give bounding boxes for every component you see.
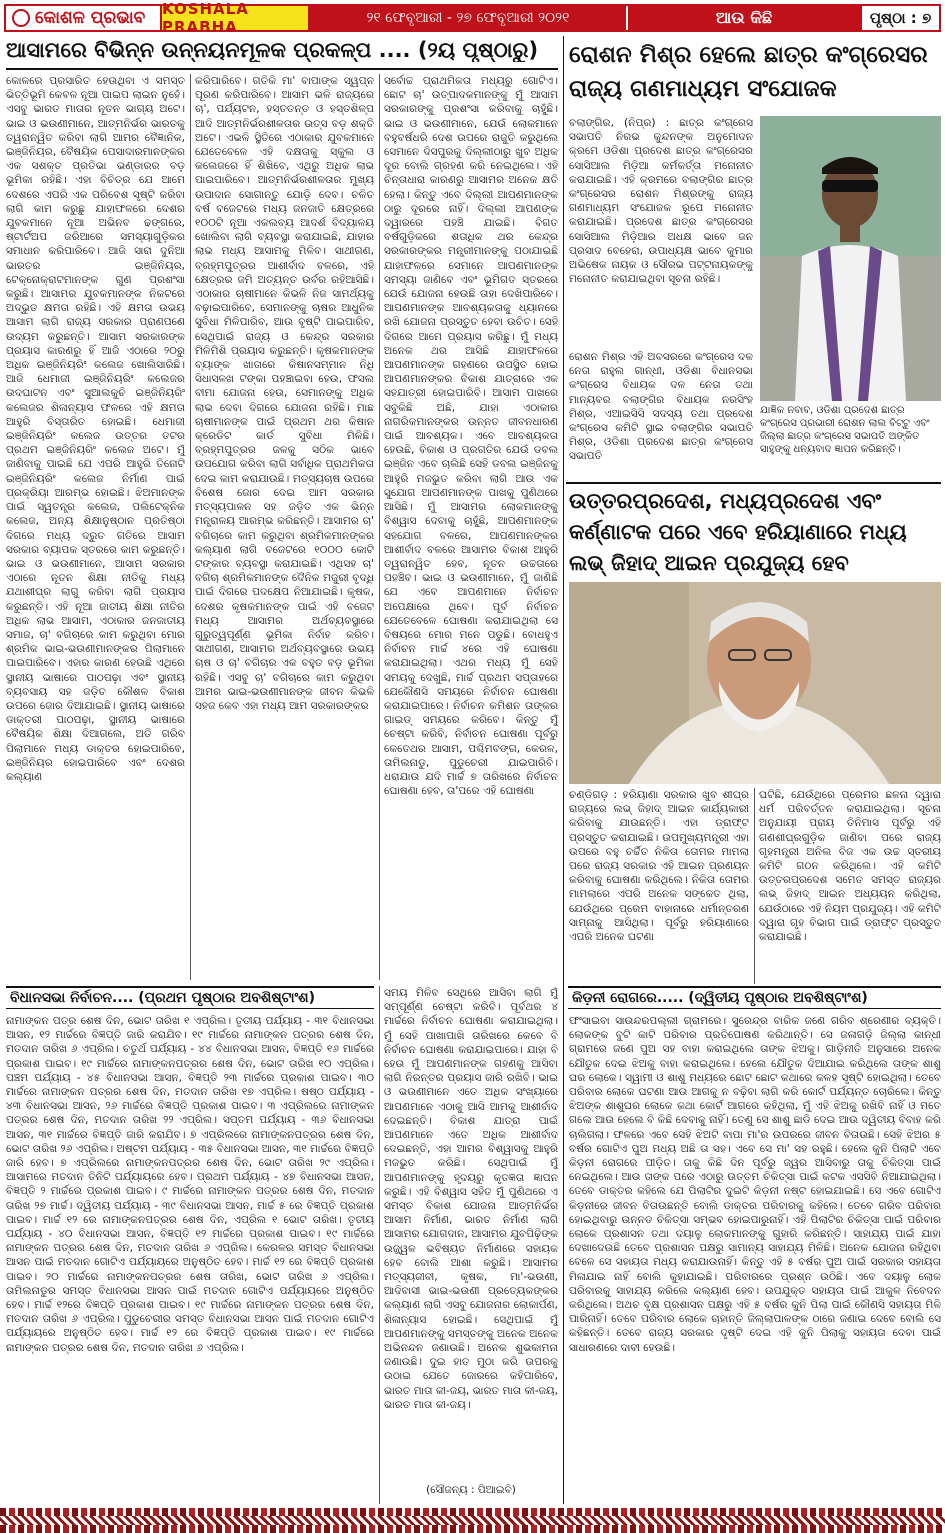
masthead <box>4 0 941 36</box>
column-divider <box>754 788 755 984</box>
kidney-headline: କିଡ଼ନୀ ରୋଗରେ..... (ଦ୍ୱିତୀୟ ପୃଷ୍ଠାର ଅବଶିଷ୍ଟାଂଶ) <box>568 986 941 1009</box>
assam-headline: ଆସାମରେ ବିଭିନ୍ନ ଉନ୍ନୟନମୂଳକ ପ୍ରକଳ୍ପ .... (୨ୟ ପୃଷ୍ଠାରୁ) <box>6 38 539 62</box>
column-divider <box>190 74 191 980</box>
footer-ornament <box>0 1508 945 1533</box>
section-title: ଆଉ କିଛି <box>628 6 860 30</box>
roshan-body-a: ବଲାଙ୍ଗିର, (ନିପ୍ର) : ଛାତ୍ର କଂଗ୍ରେସ ସଭାପତି ନିରଭ କୁନ୍ଦନଙ୍କ ଅନୁମୋଦନ କ୍ରମେ ଓଡିଶା ପ୍ରଦେଶ ଛାତ୍ର କଂଗ୍ରେସର ସୋସିଆଲ ମିଡ଼ିଆ କର୍ମକର୍ତ୍ତା ମନୋନୀତ କରାଯାଇଛି। ଏହି କ୍ରମରେ ବଲାଙ୍ଗିର ଛାତ୍ର କଂଗ୍ରେସର ରୋଶନ ମିଶ୍ରଙ୍କୁ ରାଜ୍ୟ ଗଣମାଧ୍ୟମ ସଂଯୋଜକ ରୂପେ ମନୋନୀତ କରାଯାଇଛି। ପ୍ରଦେଶ ଛାତ୍ର କଂଗ୍ରେସର ସୋସିଆଲ ମିଡ଼ିଆର ଅଧକ୍ଷ ଭାବେ ଜନ ପ୍ରସାଦ ବେହେରା, ଉପାଧ୍ୟକ୍ଷ ଭାବେ କୁମାର ଅଭିଷେକ ନାୟକ ଓ ସୌରଭ ପଟ୍ଟନାୟକଙ୍କୁ ମନୋନୀତ କରାଯାଇଥିବା ସୂଚନା ରହିଛି। <box>569 117 753 286</box>
newspaper-logo <box>6 6 162 30</box>
column-divider <box>379 74 380 980</box>
elections-headline: ବିଧାନସଭା ନିର୍ବାଚନ.... (ପ୍ରଥମ ପୃଷ୍ଠାର ଅବଶିଷ୍ଟାଂଶ) <box>6 986 374 1009</box>
roshan-photo <box>760 116 941 401</box>
minister-photo <box>569 582 941 784</box>
elections-body: ନାମାଙ୍କନ ପତ୍ର ଶେଷ ଦିନ, ଭୋଟ ତାରିଖ ୧ ଏପ୍ରିଲ। ତୃତୀୟ ପର୍ଯ୍ୟାୟ - ୩୧ ବିଧାନସଭା ଆସନ, ୧୨ ମାର୍ଚ୍ଚରେ ବିଜ୍ଞପ୍ତି ଜାରି କରାଯିବ। ୧୯ ମାର୍ଚ୍ଚରେ ନାମାଙ୍କନ ପତ୍ରର ଶେଷ ଦିନ, ମତଦାନ ତାରିଖ ୬ ଏପ୍ରିଲ। ଚତୁର୍ଥ ପର୍ଯ୍ୟାୟ - ୪୪ ବିଧାନସଭା ଆସନ, ବିଜ୍ଞପ୍ତି ୧୬ ମାର୍ଚ୍ଚରେ ପ୍ରକାଶ ପାଇବ। ୧୯ ମାର୍ଚ୍ଚରେ ନାମାଙ୍କନପତ୍ରର ଶେଷ ଦିନ, ଭୋଟ ତାରିଖ ୧୦ ଏପ୍ରିଲ। ପଞ୍ଚମ ପର୍ଯ୍ୟାୟ - ୪୫ ବିଧାନସଭା ଆସନ, ବିଜ୍ଞପ୍ତି ୨୩ ମାର୍ଚ୍ଚରେ ପ୍ରକାଶ ପାଇବ। ୩୦ ମାର୍ଚ୍ଚରେ ନାମାଙ୍କନ ପତ୍ରର ଶେଷ ଦିନ, ମତଦାନ ତାରିଖ ୧୭ ଏପ୍ରିଲ। ଷଷ୍ଠ ପର୍ଯ୍ୟାୟ - ୪୩ ବିଧାନସଭା ଆସନ, ୨୬ ମାର୍ଚ୍ଚରେ ବିଜ୍ଞପ୍ତି ପ୍ରକାଶ ପାଇବ। ୩ ଏପ୍ରିଲରେ ନାମାଙ୍କନ ପତ୍ରର ଶେଷ ଦିନ, ମତଦାନ ତାରିଖ ୨୨ ଏପ୍ରିଲ। ସପ୍ତମ ପର୍ଯ୍ୟାୟ - ୩୬ ବିଧାନସଭା ଆସନ, ୩୧ ମାର୍ଚ୍ଚରେ ବିଜ୍ଞପ୍ତି ଜାରି କରାଯିବ। ୭ ଏପ୍ରିଲରେ ନାମାଙ୍କନପତ୍ରର ଶେଷ ଦିନ, ଭୋଟ ତାରିଖ ୨୬ ଏପ୍ରିଲ। ଅଷ୍ଟମ ପର୍ଯ୍ୟାୟ - ୩୫ ବିଧାନସଭା ଆସନ, ୩୧ ମାର୍ଚ୍ଚରେ ବିଜ୍ଞପ୍ତି ଜାରି ହେବ। ୭ ଏପ୍ରିଲରେ ନାମାଙ୍କନପତ୍ରର ଶେଷ ଦିନ, ଭୋଟ ତାରିଖ ୨୯ ଏପ୍ରିଲ। ଆସାମରେ ମତଦାନ ତିନିଟି ପର୍ଯ୍ୟାୟରେ ହେବ। ପ୍ରଥମ ପର୍ଯ୍ୟାୟ - ୪୭ ବିଧାନସଭା ଆସନ, ବିଜ୍ଞପ୍ତି ୨ ମାର୍ଚ୍ଚରେ ପ୍ରକାଶ ପାଇବ। ୯ ମାର୍ଚ୍ଚରେ ନାମାଙ୍କନ ପତ୍ରର ଶେଷ ଦିନ, ମତଦାନ ତାରିଖ ୨୭ ମାର୍ଚ୍ଚ। ଦ୍ୱିତୀୟ ପର୍ଯ୍ୟାୟ - ୩୯ ବିଧାନସଭା ଆସନ, ମାର୍ଚ୍ଚ ୫ ରେ ବିଜ୍ଞପ୍ତି ପ୍ରକାଶ ପାଇବ। ମାର୍ଚ୍ଚ ୧୨ ରେ ନାମାଙ୍କନପତ୍ରର ଶେଷ ଦିନ, ଏପ୍ରିଲ ୧ ଭୋଟ ତାରିଖ। ତୃତୀୟ ପର୍ଯ୍ୟାୟ - ୪୦ ବିଧାନସଭା ଆସନ, ବିଜ୍ଞପ୍ତି ୧୨ ମାର୍ଚ୍ଚରେ ପ୍ରକାଶ ପାଇବ। ୧୯ ମାର୍ଚ୍ଚରେ ନାମାଙ୍କନ ପତ୍ରର ଶେଷ ଦିନ, ମତଦାନ ତାରିଖ ୬ ଏପ୍ରିଲ। କେରଳର ସମସ୍ତ ବିଧାନସଭା ଆସନ ପାଇଁ ମତଦାନ ଗୋଟିଏ ପର୍ଯ୍ୟାୟରେ ଅନୁଷ୍ଠିତ ହେବ। ମାର୍ଚ୍ଚ ୧୨ ରେ ବିଜ୍ଞପ୍ତି ପ୍ରକାଶ ପାଇବ। ୨୦ ମାର୍ଚ୍ଚରେ ନାମାଙ୍କନପତ୍ରର ଶେଷ ତାରିଖ, ଭୋଟ ତାରିଖ ୬ ଏପ୍ରିଲ। ତାମିଲନାଡୁର ସମସ୍ତ ବିଧାନସଭା ଆସନ ପାଇଁ ମତଦାନ ଗୋଟିଏ ପର୍ଯ୍ୟାୟରେ ଅନୁଷ୍ଠିତ ହେବ। ମାର୍ଚ୍ଚ ୧୨ରେ ବିଜ୍ଞପ୍ତି ପ୍ରକାଶ ପାଇବ। ୧୯ ମାର୍ଚ୍ଚରେ ନାମାଙ୍କନ ପତ୍ରର ଶେଷ ଦିନ, ମତଦାନ ତାରିଖ ୬ ଏପ୍ରିଲ। ପୁଡୁଚେରୀର ସମସ୍ତ ବିଧାନସଭା ଆସନ ପାଇଁ ମତଦାନ ଗୋଟିଏ ପର୍ଯ୍ୟାୟରେ ଅନୁଷ୍ଠିତ ହେବ। ମାର୍ଚ୍ଚ ୧୨ ରେ ବିଜ୍ଞପ୍ତି ପ୍ରକାଶ ପାଇବ। ୧୯ ମାର୍ଚ୍ଚରେ ନାମାଙ୍କନ ପତ୍ରର ଶେଷ ଦିନ, ମତଦାନ ତାରିଖ ୬ ଏପ୍ରିଲ। <box>6 1015 374 1354</box>
roshan-body-b: ରୋଶନ ମିଶ୍ର ଏହି ଅବସରରେ କଂଗ୍ରେସ ଦଳ ନେତା ରାହୁଲ ଗାନ୍ଧୀ, ଓଡିଶା ବିଧାନସଭା କଂଗ୍ରେସ ବିଧାୟକ ଦଳ ନେତା ତଥା ମାନ୍ୟବର ବଲାଙ୍ଗିର ବିଧାୟକ ନରସିଂହ ମିଶ୍ର, ଏଆଇସିସି ସଦସ୍ୟ ତଥା ପ୍ରଦେଶ କଂଗ୍ରେସ କମିଟି ସ୍ଥାଇ ବଲାଙ୍ଗିର ସଭାପତି ମିଶ୍ର, ଓଡିଶା ପ୍ରଦେଶ ଛାତ୍ର କଂଗ୍ରେସ ସଭାପତି <box>569 351 753 463</box>
assam-headline-rule <box>6 68 558 70</box>
roshan-headline: ରୋଶନ ମିଶ୍ର ହେଲେ ଛାତ୍ର କଂଗ୍ରେସର ରାଜ୍ୟ ଗଣମାଧ୍ୟମ ସଂଯୋଜକ <box>569 42 928 102</box>
section-divider <box>563 36 564 1504</box>
assam-column-1: କୋଳରେ ପ୍ରସାରିତ ହେଉଥିବା ଏ ସମସ୍ତ ଭିତ୍ତିଭୂମି କେବଳ ନୂଆ ପାଇପ ଲାଇନ ନୁହେଁ। ଏସବୁ ଭାରତ ମାତାର ନୂତନ ଭାଗ୍ୟ ଅଟେ। ଭାଇ ଓ ଭଉଣୀମାନେ, ଆତ୍ମନିର୍ଭର ଭାରତକୁ ତ୍ୱରାନ୍ୱିତ କରିବା ଲାଗି ଆମର ବୈଜ୍ଞାନିକ, ଇଞ୍ଜିନିୟର, ବୈଷୟିକ ପେସାଦାରମାନଙ୍କର ଏକ ସଶକ୍ତ ପ୍ରତିଭା ଭଣ୍ଡାରର ବଡ଼ ଭୂମିକା ରହିଛି। ଏହା ବିଚିତ୍ର ଯେ ଆମେ ଦେଶରେ ଏପରି ଏକ ପରିବେଶ ସୃଷ୍ଟି କରିବା ଲାଗି କାମ କରୁଛୁ ଯାହାଫଳରେ ଦେଶର ଯୁବକମାନେ ନୂଆ ଅଭିନବ ଢଙ୍ଗରେ, ଷ୍ଟାର୍ଟଅପ ଜରିଆରେ ସମସ୍ୟାଗୁଡ଼ିକର ସମାଧାନ କରିପାରିବେ। ଆଜି ସାରା ଦୁନିଆ ଭାରତର ଇଞ୍ଜିନିୟର, ଟେକ୍ନୋକ୍ରାଟମାନଙ୍କ ଗୁଣ ପ୍ରଶଂସା କରୁଛି। ଆସାମର ଯୁବକମାନଙ୍କ ନିକଟରେ ଅଦ୍ଭୁତ କ୍ଷମତା ରହିଛି। ଏହି କ୍ଷମତା ଉଭୟ ଆସାମ ଲାଗି ରାଜ୍ୟ ସରକାର ପ୍ରାଣପଣେ ଉଦ୍ୟମ କରୁଛନ୍ତି। ଆସାମ ସରକାରଙ୍କ ପ୍ରୟାସ କାରଣରୁ ହିଁ ଆଜି ଏଠାରେ ୨୦ରୁ ଅଧିକ ଇଞ୍ଜିନିୟରିଂ କଲେଜ ଖୋଲିସାରିଛି। ଆଜି ଧେମାଜୀ ଇଞ୍ଜିନିୟରିଂ କଲେଜର ଉଦଘାଟନ ଏବଂ ସୁଆଲକୁଚି ଇଞ୍ଜିନିୟରିଂ କଲେଜର ଶିଳାନ୍ୟାସ ଫଳରେ ଏହି କ୍ଷମତା ଆହୁରି ବିସ୍ତାରିତ ହୋଇଛି। ଧେମାଜୀ ଇଞ୍ଜିନିୟରିଂ କଲେଜ ଉତ୍ତର ତଟର ପ୍ରଥମ ଇଞ୍ଜିନିୟରିଂ କଲେଜ ଅଟେ। ମୁଁ ଜାଣିବାକୁ ପାଇଛି ଯେ ଏପରି ଆହୁରି ତିନୋଟି ଇଞ୍ଜିନିୟରିଂ କଲେଜ ନିର୍ମାଣ ପାଇଁ ପ୍ରକ୍ରିୟା ଆରମ୍ଭ ହୋଇଛି। ଝିଅମାନଙ୍କ ପାଇଁ ସ୍ୱତନ୍ତ୍ର କଲେଜ, ପଲିଟେକ୍ନିକ କଲେଜ, ଅନ୍ୟ ଶିକ୍ଷାନୁଷ୍ଠାନ ପ୍ରତିଷ୍ଠା ଦିଗରେ ମଧ୍ୟ ଦ୍ରୁତ ଗତିରେ ଆସାମ ସରକାର ବ୍ୟାପକ ସ୍ତରରେ କାମ କରୁଛନ୍ତି। ଭାଇ ଓ ଭଉଣୀମାନେ, ଆସାମ ସରକାର ଏଠାରେ ନୂତନ ଶିକ୍ଷା ନୀତିକୁ ମଧ୍ୟ ଯଥାଶୀଘ୍ର ଲାଗୁ କରିବା ଲାଗି ପ୍ରୟାସ କରୁଛନ୍ତି। ଏହି ନୂଆ ଜାତୀୟ ଶିକ୍ଷା ନୀତିର ଅଧିକ ଲାଭ ଆସାମ, ଏଠାକାର ଜନଜାତୀୟ ସମାଜ, ଚା' ବଗିଚାରେ କାମ କରୁଥିବା ମୋର ଶ୍ରମିକ ଭାଇ-ଭଉଣୀମାନଙ୍କର ପିଲାମାନେ ପାଇପାରିବେ। ଏହାର କାରଣ ହେଉଛି ଏଥିରେ ସ୍ଥାନୀୟ ଭାଷାରେ ପାଠପଢ଼ା ଏବଂ ସ୍ଥାନୀୟ ବ୍ୟବସାୟ ସହ ଜଡ଼ିତ କୌଶଳ ବିକାଶ ଉପରେ ଜୋର ଦିଆଯାଇଛି। ସ୍ଥାନୀୟ ଭାଷାରେ ଡାକ୍ତରୀ ପାଠପଢ଼ା, ସ୍ଥାନୀୟ ଭାଷାରେ ବୈଷୟିକ ଶିକ୍ଷା ଦିଆଗଲେ, ଅତି ଗରିବ ପିଲାମାନେ ମଧ୍ୟ ଡାକ୍ତର ହୋଇପାରିବେ, ଇଞ୍ଜିନିୟର ହୋଇପାରିବେ ଏବଂ ଦେଶର କଲ୍ୟାଣ <box>6 75 185 783</box>
column-divider <box>379 986 380 1504</box>
section-rule <box>566 482 941 484</box>
logo-seal-icon <box>12 9 30 27</box>
page-number: ପୃଷ୍ଠା : ୭ <box>860 6 939 30</box>
assam-column-3: ସର୍ବୋଚ୍ଚ ପ୍ରାଥମିକତା ମଧ୍ୟରୁ ଗୋଟିଏ। ଛୋଟ ଚା' ଉତ୍ପାଦକମାନଙ୍କୁ ମୁଁ ଆସାମ ସରକାରଙ୍କୁ ପ୍ରଶଂସା କରିବାକୁ ଚାହୁଁଛି। ଭାଇ ଓ ଭଉଣୀମାନେ, ଯେଉଁ ଲୋକମାନେ ବହୁବର୍ଷଧରି ଦେଶ ଉପରେ ରାଜୁତି କରୁଥିଲେ ସେମାନେ ଦିସପୁରକୁ ଦିଲ୍ଲୀଠାରୁ ଖୁବ ଅଧିକ ଦୂର ବୋଲି ଗ୍ରହଣ କରି ନେଇଥିଲେ। ଏହି ଚିନ୍ତାଧାରା କାରଣରୁ ଆସାମର ଅନେକ କ୍ଷତି ହେଲା। କିନ୍ତୁ ଏବେ ଦିଲ୍ଲୀ ଆପଣମାନଙ୍କ ଠାରୁ ଦୂରରେ ନାହିଁ। ଦିଲ୍ଲୀ ଆପଣଙ୍କ ଦ୍ୱାରରେ ପହଞ୍ଚି ଯାଇଛି। ବିଗତ ବର୍ଷଗୁଡ଼ିକରେ ଶତାଧିକ ଥର କେନ୍ଦ୍ର ସରକାରଙ୍କର ମନ୍ତ୍ରୀମାନଙ୍କୁ ପଠାଯାଇଛି ଯାହାଫଳରେ ସେମାନେ ଆପଣମାନଙ୍କ ସମସ୍ୟା ଜାଣିବେ ଏବଂ ଭୂମିଗତ ସ୍ତରରେ ଯେଉଁ ଯୋଜନା ହେଉଛି ତାହା ଦେଖିପାରିବେ। ଆପଣମାନଙ୍କ ଆବଶ୍ୟକତାକୁ ଧ୍ୟାନରେ ରଖି ଯୋଜନା ପ୍ରସ୍ତୁତ ହେବା ଉଚିତ। ସେହି ଦିଗରେ ଆମେ ପ୍ରୟାସ କରିଛୁ। ମୁଁ ମଧ୍ୟ ଅନେକ ଥର ଆସିଛି ଯାହାଫଳରେ ଆପଣମାନଙ୍କ ଗହଣରେ ଉପସ୍ଥିତ ହୋଇ ଆପଣମାନଙ୍କର ବିକାଶ ଯାତ୍ରାରେ ଏକ ସହଯାତ୍ରୀ ହୋଇପାରିବି। ଆସାମ ପାଖରେ ସବୁକିଛି ଅଛି, ଯାହା ଏଠାକାର ନାଗରିକମାନଙ୍କର ଉନ୍ନତ ଜୀବନଧାରଣ ପାଇଁ ଆବଶ୍ୟକ। ଏବେ ଆବଶ୍ୟକତା ହେଉଛି, ବିକାଶ ଓ ପ୍ରଗତିର ଯେଉଁ ଡବଲ ଇଞ୍ଜିନ ଏବେ ଚାଲିଛି ସେହି ଡବଲ ଇଞ୍ଜିନକୁ ଆହୁରି ମଜଭୁତ କରିବା ଲାଗି ଆଉ ଏକ ସୁଯୋଗ ଆପଣମାନଙ୍କ ପାଖକୁ ପୁଣିଥରେ ଆସିଛି। ମୁଁ ଆସାମର ଲୋକମାନଙ୍କୁ ବିଶ୍ୱାସ ଦେବାକୁ ଚାହୁଁଛି, ଆପଣମାନଙ୍କ ସହଯୋଗ ବଳରେ, ଆପଣମାନଙ୍କର ଆଶୀର୍ବାଦ ବଳରେ ଆସାମର ବିକାଶ ଆହୁରି ତ୍ୱରାନ୍ୱିତ ହେବ, ନୂତନ ଉଚ୍ଚତାରେ ପହଞ୍ଚିବ। ଭାଇ ଓ ଭଉଣୀମାନେ, ମୁଁ ଜାଣିଛି ଯେ ଏବେ ଆପଣମାନେ ନିର୍ବାଚନ ଅପେକ୍ଷାରେ ଥିବେ। ପୂର୍ବ ନିର୍ବାଚନ ଯେତେବେଳେ ଘୋଷଣା କରାଯାଇଥିଲା ସେ ବିଷୟରେ ମୋର ମନେ ପଡୁଛି। ବୋଧହୁଏ ନିର୍ବାଚନ ମାର୍ଚ୍ଚ ୪ରେ ଏହି ଘୋଷଣା କରାଯାଇଥିଲା। ଏଥର ମଧ୍ୟ ମୁଁ ସେହି ସମୟକୁ ଦେଖୁଛି, ମାର୍ଚ୍ଚ ପ୍ରଥମ ସପ୍ତାହରେ ଯେକୌଣସି ସମୟରେ ନିର୍ବାଚନ ଘୋଷଣା କରାଯାଇପାରେ। ନିର୍ବାଚନ କମିଶନ ତାଙ୍କର ଗାଇଡ୍ ସମୟରେ କରିବେ। କିନ୍ତୁ ମୁଁ ଚେଷ୍ଟା କରିବି, ନିର୍ବାଚନ ଘୋଷଣା ପୂର୍ବରୁ କେତେଥର ଆସାମ, ପଶ୍ଚିମବଙ୍ଗ, କେରଳ, ତାମିଲନାଡୁ, ପୁଡୁଚେରୀ ଯାଇପାରିବି। ଧରାଯାଉ ଯଦି ମାର୍ଚ୍ଚ ୭ ତାରିଖରେ ନିର୍ବାଚନ ଘୋଷଣା ହେବ, ତା'ପରେ ଏହି ଘୋଷଣା <box>384 75 558 798</box>
issue-dates: ୨୧ ଫେବୃଆରୀ - ୨୭ ଫେବୃଆରୀ ୨୦୨୧ <box>310 6 628 30</box>
portrait-figure <box>760 116 941 401</box>
assam-column-2: କରିପାରିବେ। ଗତିକି ମା' ବାପାଙ୍କ ସ୍ୱପ୍ନ ପୂରଣ କରିପାରିବେ। ଆସାମ ଭଳି ରାଜ୍ୟରେ ଚା', ପର୍ଯ୍ୟଟନ, ହସ୍ତତନ୍ତ ଓ ହସ୍ତଶିଳ୍ପ ଆଦି ଆତ୍ମନିର୍ଭରଶୀଳତାର ଉତ୍ସ ବଡ଼ ଶକ୍ତି ଅଟେ। ଏଭଳି ସ୍ଥିତିରେ ଏଠାକାର ଯୁବକମାନେ ଯେତେବେଳେ ଏହି ଦକ୍ଷତାକୁ ସ୍କୁଲ ଓ କଲେଜରେ ହିଁ ଶିଖିବେ, ଏଥିରୁ ଅଧିକ ଲାଭ ପାଇପାରିବେ। ଆତ୍ମନିର୍ଭରଶୀଳତାର ମୁଖ୍ୟ ଉପାଦାନ ସୋଗାନ୍ତୁ ଯୋଡ଼ି ଦେବ। ଚଳିତ ବର୍ଷ ବଜେଟରେ ମଧ୍ୟ ଜନଜାତି କ୍ଷେତ୍ରରେ ୧୦୦ଟି ନୂଆ ଏକଲବ୍ୟ ଆଦର୍ଶ ବିଦ୍ୟାଳୟ ଖୋଲିବା ଲାଗି ବ୍ୟବସ୍ଥା କରାଯାଇଛି, ଯାହାର ଲାଭ ମଧ୍ୟ ଆସାମକୁ ମିଳିବ। ସାଥୀଗଣ, ବ୍ରହ୍ମପୁତ୍ରର ଆଶୀର୍ବାଦ ବଳରେ, ଏହି କ୍ଷେତ୍ରର ଜମି ଅତ୍ୟନ୍ତ ଉର୍ବର ରହିଆସିଛି। ଏଠାକାର ଚାଷୀମାନେ କିଭଳି ନିଜ ସାମର୍ଥ୍ୟକୁ ବଢ଼ାଇପାରିବେ, ସେମାନଙ୍କୁ ଚାଷର ଆଧୁନିକ ସୁବିଧା ମିଳିପାରିବ, ଆଉ ବୃଷ୍ଟି ପାଇପାରିବ, ସେଥିପାଇଁ ରାଜ୍ୟ ଓ କେନ୍ଦ୍ର ସରକାର ମିଳିମିଶି ପ୍ରୟାସ କରୁଛନ୍ତି। କୃଷକମାନଙ୍କ ବ୍ୟାଙ୍କ ଖାତାରେ କିଷାନସମ୍ମାନ ନିଧି ସିଧାସଳଖ ଟଙ୍କା ପହଞ୍ଚାଇବା ହେଉ, ଫସଲ ବୀମା ଯୋଜନା ହେଉ, ସେମାନଙ୍କୁ ଅଧିକ ଲାଭ ଦେବା ଦିଗରେ ଯୋଜନା ରହିଛି। ମାଛ ଚାଷୀମାନଙ୍କ ପାଇଁ ପ୍ରଥମ ଥର କିଷାନ କ୍ରେଡିଟ କାର୍ଡ ସୁବିଧା ମିଳିଛି। ବ୍ରହ୍ମପୁତ୍ରର ଜଳକୁ ସଠିକ ଭାବେ ଉପଯୋଗ କରିବା ଲାଗି ସର୍ବାଧିକ ପ୍ରାଥମିକତା ଦେଇ କାମ କରାଯାଉଛି। ମତ୍ସ୍ୟଚାଷ ଉପରେ ବିଶେଷ ଜୋର ଦେଇ ଆମ ସରକାର ମତ୍ସ୍ୟପାଳନ ସହ ଜଡ଼ିତ ଏକ ଭିନ୍ନ ମନ୍ତ୍ରାଳୟ ଆରମ୍ଭ କରିଛନ୍ତି। ଆସାମର ଚା' ବଗିଚାରେ କାମ କରୁଥିବା ଶ୍ରମିକମାନଙ୍କର କଲ୍ୟାଣ ଲାଗି ବଜେଟରେ ୧୦୦୦ କୋଟି ଟଙ୍କାର ବ୍ୟବସ୍ଥା କରାଯାଇଛି। ଏଥିସହ ଚା' ବଗିଚା ଶ୍ରମିକମାନଙ୍କ ଦୈନିକ ମଜୁରୀ ବୃଦ୍ଧି ପାଇଁ ଦିଗରେ ପଦକ୍ଷେପ ନିଆଯାଇଛି। କୃଷକ, ଦେଶର କୃଷକମାନଙ୍କ ପାଇଁ ଏହି ବଜେଟ ମଧ୍ୟ ଆସାମର ଅର୍ଥବ୍ୟବସ୍ଥାରେ ଗୁରୁତ୍ୱପୂର୍ଣ୍ଣ ଭୂମିକା ନିର୍ବାହ କରିବ। ସାଥୀଗଣ, ଆସାମର ଅର୍ଥବ୍ୟବସ୍ଥାରେ ଉଭୟ ଚାଷ ଓ ଚା' ବଗିଚାର ଏକ ବହୁତ ବଡ଼ ଭୂମିକା ରହିଛି। ଏସବୁ ଚା' ବଗିଚାରେ କାମ କରୁଥିବା ଆମର ଭାଇ-ଭଉଣୀମାନଙ୍କ ଜୀବନ କିଭଳି ସହଜ କେବ ଏହା ମଧ୍ୟ ଆମ ସରକାରଙ୍କର <box>195 75 374 712</box>
assam-credit: (ସୌଜନ୍ୟ : ପିଆଇବି) <box>426 1484 516 1496</box>
jihad-column-2: ଘଟିଛି, ଯେଉଁଥିରେ ପ୍ରେମର ଛଳନା ଦ୍ୱାରା ଧର୍ମ ପରିବର୍ତ୍ତନ କରାଯାଇଥିଲା। ସୂଚନା ଅନୁଯାୟୀ ପ୍ରାୟ ତିନିମାସ ପୂର୍ବରୁ ଏହି ଗଣଶୀଘ୍ରଗୁଡ଼ିକ ଜାଣିବା ପରେ ରାଜ୍ୟ ଗୃହମନ୍ତ୍ରୀ ଅନିଲ ବିଜ ଏକ ଉଚ୍ଚ ସ୍ତରୀୟ କମିଟି ଗଠନ କରିଥିଲେ। ଏହି କମିଟି ଉତ୍ତରପ୍ରଦେଶ ସମେତ ସମସ୍ତ ରାଜ୍ୟର ଲଭ୍ ଜିହାଦ୍ ଆଇନ ଅଧ୍ୟୟନ କରିଥିଲା, ଯେଉଁଠାରେ ଏହି ନିୟମ ପ୍ରଯୁଜ୍ୟ। ଏହି କମିଟି ଦ୍ୱାରା ଗୃହ ବିଭାଗ ପାଇଁ ଡ୍ରାଫ୍ଟ ପ୍ରସ୍ତୁତ କରାଯାଇଛି। <box>759 789 941 944</box>
kidney-body: ଫଂସାଇବା ସାଉନ୍ଦରପଲ୍ଲୀ ଗ୍ରାମରେ। ସୁରେନ୍ଦ୍ର ବାରିକ ଜଣେ ଗରିବ ଶ୍ରେଣୀର ବ୍ୟକ୍ତି। ଲୋକଙ୍କ ବୁଟି କାଟି ପରିବାର ପ୍ରତିପୋଷଣ କରିଥାନ୍ତି। ସେ ଜଳାଗଡ଼ି ଜିଲ୍ଲା କାନ୍ଧୀ ଗ୍ରାମରେ ଜଣେ ପୁଅ ସହ ବାହା କରାଇଥିଲେ ତାଙ୍କ ଝିଅକୁ। ଗାଡ଼ିନୀତି ଅନୁସାରେ ଅନେକ ଯୌତୁକ ଦେଇ ଝିଅକୁ ବାହା କରାଇଥିଲେ। ହେଲେ ଯୌତୁକ ଦିଆଯାଇ କରିଥିଲେ ତାଙ୍କ ଶାଶୁ ଘର ଲୋକେ। ସ୍ୱାମୀ ଓ ଶାଶୁ ମଧ୍ୟରେ ଛୋଟ ଛୋଟ କଥାରେ କଳହ ସୃଷ୍ଟି ହୋଇଥିଲା। ତେବେ ପରିବାର ଲୋକେ ଘଟଣା ଆଉ ଆଗକୁ ନ ବଢ଼ିବା ଲାଗି କରି କୋର୍ଟ ପର୍ଯ୍ୟନ୍ତ ଚୋରିଲେ। କିନ୍ତୁ ଝିଅଙ୍କ ଶାଶୁଘର ଲୋକେ କଥା କୋର୍ଟ ଆଗରେ କହିଥିଲା, ମୁଁ ଏହି ଝିଅକୁ ରଖିବି ନାହିଁ ଓ ମତେ ଗଲେ ଆଉ ହେଲେ ବି କିଛି ଦେବାକୁ ନାହିଁ। ତେଣୁ ସେ ଶାଶୁ ଛାଡି ଦେଇ ଆଉ ଦ୍ୱିତୀୟ ବିବାହ କରି ଚାଲିଗଲା। ଫଳରେ ଏବେ ସେହି ଝିଅଟି ବାପା ମା'ର ଉପରରେ ଜୀବନ ବିତାଉଛି। ସେହି ଝିଅର ୫ ବର୍ଷର ଗୋଟିଏ ପୁଅ ମଧ୍ୟ ଅଛି ତା ସହ। ଏବେ ସେ ମା' ସହ ରହୁଛି। ହେଲେ କୁନି ପିଲାଟି ଏବେ କିଡ଼ନୀ ରୋଗରେ ପୀଡ଼ିତ। ତାକୁ କିଛି ଦିନ ପୂର୍ବରୁ ଜ୍ୱର ଆସିବାରୁ ତାକୁ ଚିକିତ୍ସା ପାଇଁ ନେଇଥିଲେ। ଆଉ ତାଙ୍କ ପରେ ଏଠାରୁ ଉତ୍ତମ ଚିକିତ୍ସା ପାଇଁ କଟକ ଏସସିବି ନିଆଯାଇଥିଲା। ତେବେ ଡାକ୍ତର କହିଲେ ଯେ ପିଲାଟିର ଦୁଇଟି କିଡ଼ନୀ ନଷ୍ଟ ହୋଇଯାଇଛି। ସେ ଏବେ ଗୋଟିଏ କିଡ଼ନୀରେ ଜୀବନ ବିତାଉଛନ୍ତି ବୋଲି ଡାକ୍ତର ପରିବାରକୁ କହିଲେ। ତେବେ ଗରିବ ପରିବାର ହୋଇଥିବାରୁ ଉନ୍ନତ ଚିକିତ୍ସା ସମ୍ଭବ ହୋଇପାରୁନାହିଁ। ଏହି ପିଲାଟିର ଚିକିତ୍ସା ପାଇଁ ପରିବାର ଲୋକେ ପ୍ରଶାସନ ତଥା ଦୟାଳୁ ଲୋକମାନଙ୍କୁ ଗୁହାରି କରିଛନ୍ତି। ସାହାଯ୍ୟ ପାଇଁ ଯାହା ଦେଖାଦେଉଛି ତେବେ ପ୍ରଶାସନ ପକ୍ଷରୁ ସାମାନ୍ୟ ସାହାଯ୍ୟ ମିଳିଛି। ଅନେକ ଯୋଜନା ରହିଥିବା ବେଳେ ସେ ସହାୟତା ମଧ୍ୟ କରାଯାଉନାହିଁ। କିନ୍ତୁ ଏହି ୫ ବର୍ଷର ପୁଅ ପାଇଁ ସରକାର ସହାୟତା ମିଳାଯାଇ ନାହିଁ ବୋଲି କୁହାଯାଇଛି। ପରିବାରରେ ପ୍ରଶ୍ନ ଉଠିଛି। ଏବେ ଦୟାଳୁ ଲୋକ ପରିବାରକୁ ସାହାଯ୍ୟ କରିଲେ କଲ୍ୟାଣ ହେବ। ଉପଯୁକ୍ତ ସହାୟତା ପାଇଁ ଆକୁଳ ନିବେଦନ କରିଥିଲେ। ଅଥଚ ବୃକ୍ଷ ପ୍ରଶାସନ ପକ୍ଷରୁ ଏହି ୫ ବର୍ଷର କୁନି ପିଲା ପାଇଁ କୌଣସି ସହାୟତା ମିଳି ପାରିନାହିଁ। ତେବେ ପରିବାର ଲୋକେ ଚାହାନ୍ତି ଜିଲ୍ଲାପାଳଙ୍କ ଠାରେ ଜଣାଇ ଦେବେ ବୋଲି ସେ କହିଛନ୍ତି। ତେବେ ରାଜ୍ୟ ସରକାର ଦୃଷ୍ଟି ଦେଇ ଏହି କୁନି ପିଲାକୁ ସହାୟତା ଦେବା ପାଇଁ ସାଧାରଣରେ ଦାବୀ ହେଉଛି। <box>569 1015 941 1354</box>
assam-continuation: ସମୟ ମିଳିବ ସେଥିରେ ଆସିବା ଲାଗି ମୁଁ ସମ୍ପୂର୍ଣ୍ଣ ଚେଷ୍ଟା କରିବି। ପୂର୍ବଥର ୪ ମାର୍ଚ୍ଚରେ ନିର୍ବାଚନ ଘୋଷଣା କରାଯାଇଥିଲା। ମୁଁ ସେହି ପାଖାପାଖି ତାରିଖରେ କେବେ ବି ନିର୍ବାଚନ ଘୋଷଣା କରାଯାଇପାରେ। ଯାହା ବି ହେଉ ମୁଁ ଆପଣମାନଙ୍କ ଗହଣକୁ ଆସିବା ଲାଗି ନିରନ୍ତର ପ୍ରୟାସ ଜାରି ରଖିବି। ଭାଇ ଓ ଭଉଣୀମାନେ ଏତେ ଅଧିକ ସଂଖ୍ୟାରେ ଆପଣମାନେ ଏଠାକୁ ଆସି ଆମକୁ ଆଶୀର୍ବାଦ ଦେଇଛନ୍ତି। ବିକାଶ ଯାତ୍ରା ପାଇଁ ଆପଣମାନେ ଏତେ ଅଧିକ ଆଶୀର୍ବାଦ ଦେଇଛନ୍ତି, ଏହା ଆମର ବିଶ୍ୱାସକୁ ଆହୁରି ମଜଭୁତ କରିଛି। ସେଥିପାଇଁ ମୁଁ ଆପଣମାନଙ୍କୁ ହୃଦୟରୁ କୃତଜ୍ଞତା ଜ୍ଞାପନ କରୁଛି। ଏହି ବିଶ୍ୱାସ ସହିତ ମୁଁ ପୁଣିଥରେ ଏ ସମସ୍ତ ବିକାଶ ଯୋଜନା ଆତ୍ମନିର୍ଭର ଆସାମ ନିର୍ମାଣ, ଭାରତ ନିର୍ମାଣ ଲାଗି ଆସାମର ଯୋଗଦାନ, ଆସାମର ଯୁବପିଢ଼ିଙ୍କ ଉଜ୍ଜ୍ୱଳ ଭବିଷ୍ୟତ ନିର୍ମାଣରେ ସହାୟକ ହେବ ବୋଲି ଆଶା କରୁଛି। ଆସାମର ମତ୍ସ୍ୟଜୀବୀ, କୃଷକ, ମା'-ଭଉଣୀ, ଆଦିବାସୀ ଭାଇ-ଭଉଣୀ ପ୍ରତ୍ୟେକଙ୍କର କଲ୍ୟାଣ ଲାଗି ଏସବୁ ଯୋଜନାର ଲୋକାର୍ପଣ, ଶିଳାନ୍ୟାସ ହୋଇଛି। ସେଥିପାଇଁ ମୁଁ ଆପଣମାନଙ୍କୁ ସମସ୍ତଙ୍କୁ ଅନେକ ଅନେକ ଅଭିନନ୍ଦନ ଜଣାଉଛି। ଅନେକ ଶୁଭକାମନା ଜଣାଉଛି। ଦୁଇ ହାତ ମୁଠା କରି ଉପରକୁ ଉଠାଇ ଯେତେ ଜୋରରେ କହିପାରିବେ, ଭାରତ ମାତା କୀ-ଜୟ, ଭାରତ ମାତା କୀ-ଜୟ, ଭାରତ ମାତା କୀ-ଜୟ। <box>384 987 558 1411</box>
logo-text: କୋଶଳ ପ୍ରଭାବ <box>35 8 146 28</box>
newspaper-name: KOSHALA PRABHA <box>162 6 310 30</box>
roshan-photo-caption: ଯାଜ୍ଞିକ ନବାବ, ଓଡିଶା ପ୍ରଦେଶ ଛାତ୍ର କଂଗ୍ରେସ ପ୍ରଭାରୀ ରୋଶନ ଲାଲ ବିଟ୍ଟୁ ଏବଂ ଜିଲ୍ଲା ଛାତ୍ର କଂଗ୍ରେସ ସଭାପତି ଅଙ୍କିତ ସାହୁଙ୍କୁ ଧନ୍ୟବାଦ ଜ୍ଞାପନ କରିଛନ୍ତି। <box>760 405 930 455</box>
jihad-headline: ଉତ୍ତରପ୍ରଦେଶ, ମଧ୍ୟପ୍ରଦେଶ ଏବଂ କର୍ଣ୍ଣାଟକ ପରେ ଏବେ ହରିୟାଣାରେ ମଧ୍ୟ ଲଭ୍ ଜିହାଦ୍ ଆଇନ ପ୍ରଯୁଜ୍ୟ ହେବ <box>569 489 907 575</box>
minister-portrait <box>569 582 941 784</box>
jihad-column-1: ଚଣ୍ଡିଗଡ଼ : ହରିୟାଣା ସରକାର ଖୁବ ଶୀଘ୍ର ରାଜ୍ୟରେ ଲଭ୍ ଜିହାଦ୍ ଆଇନ କାର୍ଯ୍ୟକାରୀ କରିବାକୁ ଯାଉଛନ୍ତି। ଏହା ଡ୍ରାଫ୍ଟ ପ୍ରସ୍ତୁତ କରାଯାଇଛି। ଉପମୁଖ୍ୟମନ୍ତ୍ରୀ ଏହା ଉପରେ ବହୁ ଚର୍ଚ୍ଚିତ ନିକିତା ତୋମର ମାମଲା ପରେ ରାଜ୍ୟ ସରକାର ଏହି ଆଇନ ପ୍ରଣୟନ କରିବାକୁ ଘୋଷଣା କରିଥିଲେ। ନିକିତା ତୋମର ମାମଲାରେ ଏପରି ଅନେକ ସଙ୍କେତ ଥିଲା, ଯେଉଁଥିରେ ପ୍ରେମ ବାହାନାରେ ଧର୍ମାନ୍ତରଣ ସାମ୍ନାକୁ ଆସିଥିଲା। ପୂର୍ବରୁ ହରିୟାଣାରେ ଏପରି ଅନେକ ଘଟଣା <box>569 789 749 944</box>
